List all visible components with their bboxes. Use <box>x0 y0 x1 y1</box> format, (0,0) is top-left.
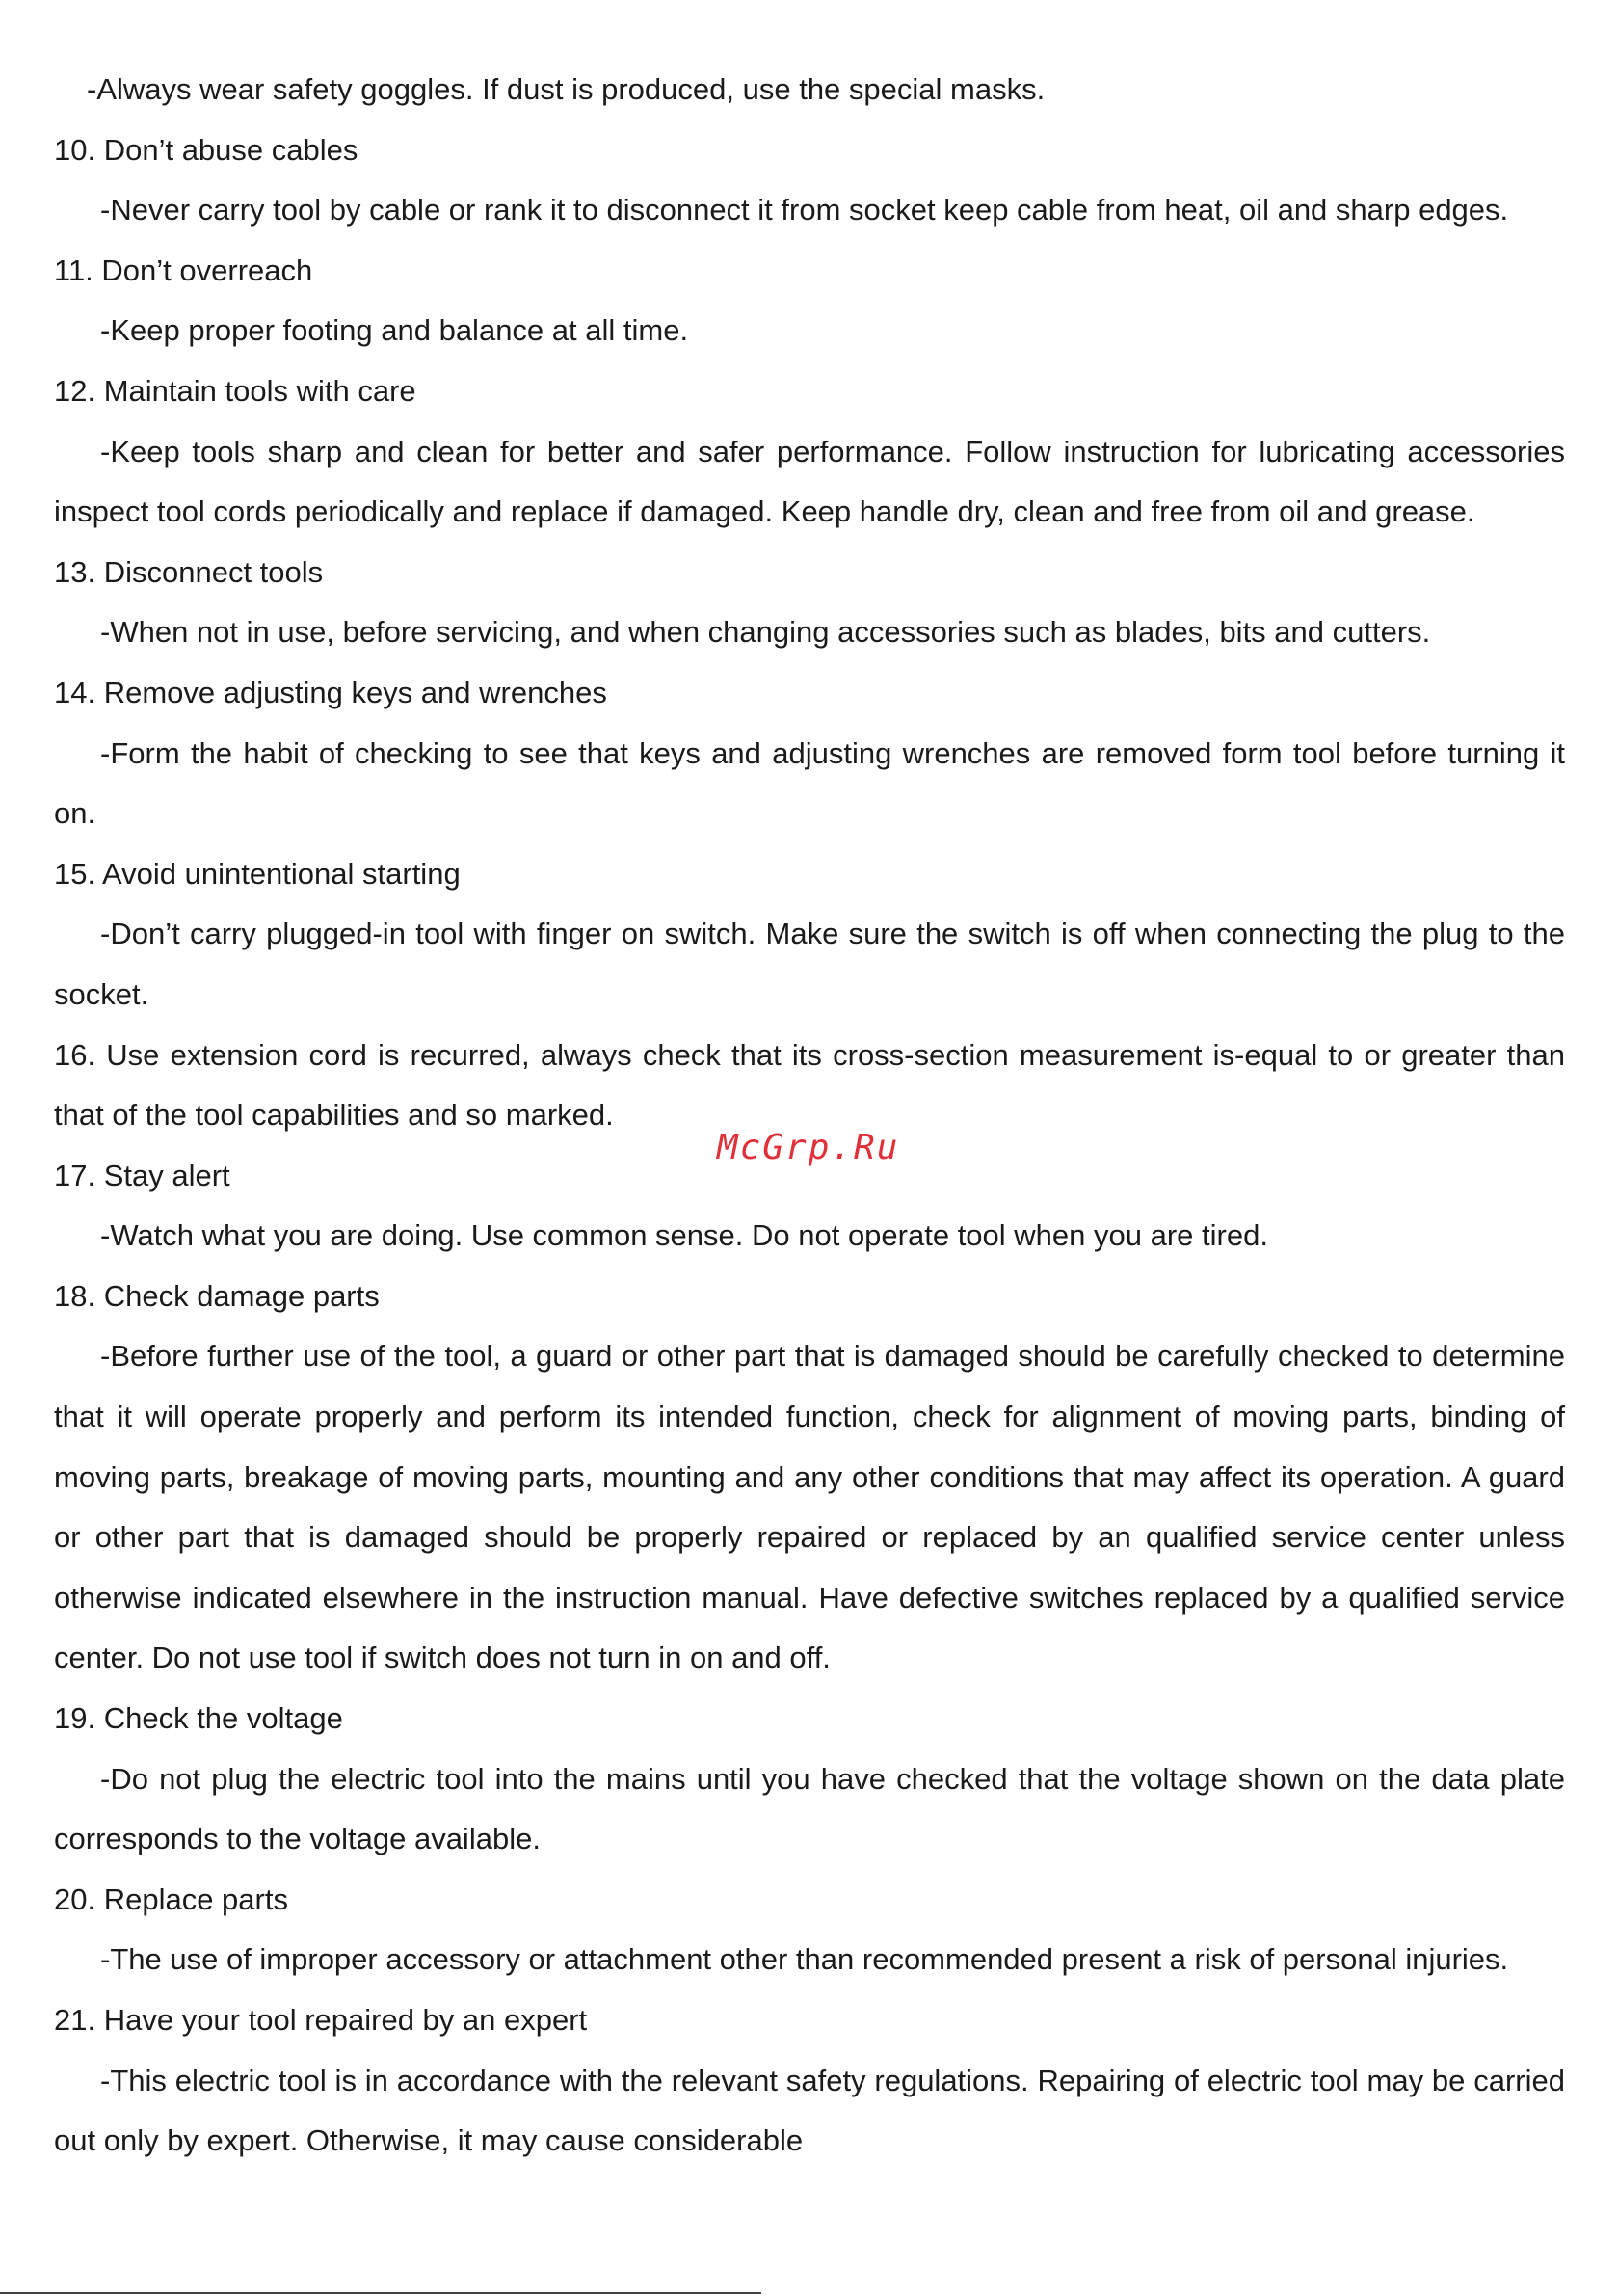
heading-remove-keys: 14. Remove adjusting keys and wrenches <box>54 675 607 709</box>
heading-dont-abuse-cables: 10. Don’t abuse cables <box>54 132 358 167</box>
footer-divider <box>0 2292 761 2294</box>
heading-replace-parts: 20. Replace parts <box>54 1882 288 1916</box>
safety-instructions-text <box>54 60 1565 2172</box>
item-extension-cord: 16. Use extension cord is recurred, always check that its cross-section measurement is-equal to or greater than that of the tool capabilities and so marked. <box>54 1037 1565 1133</box>
instruction-check-damage: -Before further use of the tool, a guard or other part that is damaged should be carefully checked to determine that it will operate properly and perform its intended function, check for alignment of moving parts, binding of moving parts, breakage of moving parts, mounting and any other conditions that may affect its operation. A guard or other part that is damaged should be properly repaired or replaced by an qualified service center unless otherwise indicated elsewhere in the instruction manual. Have defective switches replaced by a qualified service center. Do not use tool if switch does not turn in on and off. <box>54 1339 1565 1675</box>
heading-check-damage: 18. Check damage parts <box>54 1278 380 1313</box>
instruction-stay-alert: -Watch what you are doing. Use common sense. Do not operate tool when you are tired. <box>100 1218 1268 1253</box>
heading-dont-overreach: 11. Don’t overreach <box>54 253 313 287</box>
heading-disconnect-tools: 13. Disconnect tools <box>54 554 324 589</box>
heading-stay-alert: 17. Stay alert <box>54 1158 230 1192</box>
instruction-footing: -Keep proper footing and balance at all time. <box>100 313 689 348</box>
heading-repaired-by-expert: 21. Have your tool repaired by an expert <box>54 2003 588 2037</box>
instruction-avoid-starting: -Don’t carry plugged-in tool with finger on switch. Make sure the switch is off when connecting the plug to the socket. <box>54 917 1565 1011</box>
heading-maintain-tools: 12. Maintain tools with care <box>54 373 416 408</box>
instruction-disconnect: -When not in use, before servicing, and when changing accessories such as blades, bits and cutters. <box>100 615 1431 650</box>
instruction-maintain: -Keep tools sharp and clean for better and safer performance. Follow instruction for lubricating accessories inspect tool cords periodically and replace if damaged. Keep handle dry, clean and free from oil and grease. <box>54 434 1565 529</box>
instruction-replace-parts: -The use of improper accessory or attachment other than recommended present a risk of personal injuries. <box>100 1942 1509 1977</box>
instruction-remove-keys: -Form the habit of checking to see that keys and adjusting wrenches are removed form tool before turning it on. <box>54 735 1565 831</box>
instruction-check-voltage: -Do not plug the electric tool into the mains until you have checked that the voltage shown on the data plate corresponds to the voltage available. <box>54 1761 1565 1856</box>
heading-avoid-starting: 15. Avoid unintentional starting <box>54 856 461 891</box>
instruction-cables: -Never carry tool by cable or rank it to disconnect it from socket keep cable from heat, oil and sharp edges. <box>100 193 1509 227</box>
instruction-repaired-by-expert: -This electric tool is in accordance with the relevant safety regulations. Repairing of electric tool may be carried out only by expert. Otherwise, it may cause considerable <box>54 2063 1565 2158</box>
heading-check-voltage: 19. Check the voltage <box>54 1701 343 1736</box>
instruction-goggles: -Always wear safety goggles. If dust is produced, use the special masks. <box>87 72 1046 106</box>
watermark-logo: McGrp.Ru <box>717 1128 900 1167</box>
